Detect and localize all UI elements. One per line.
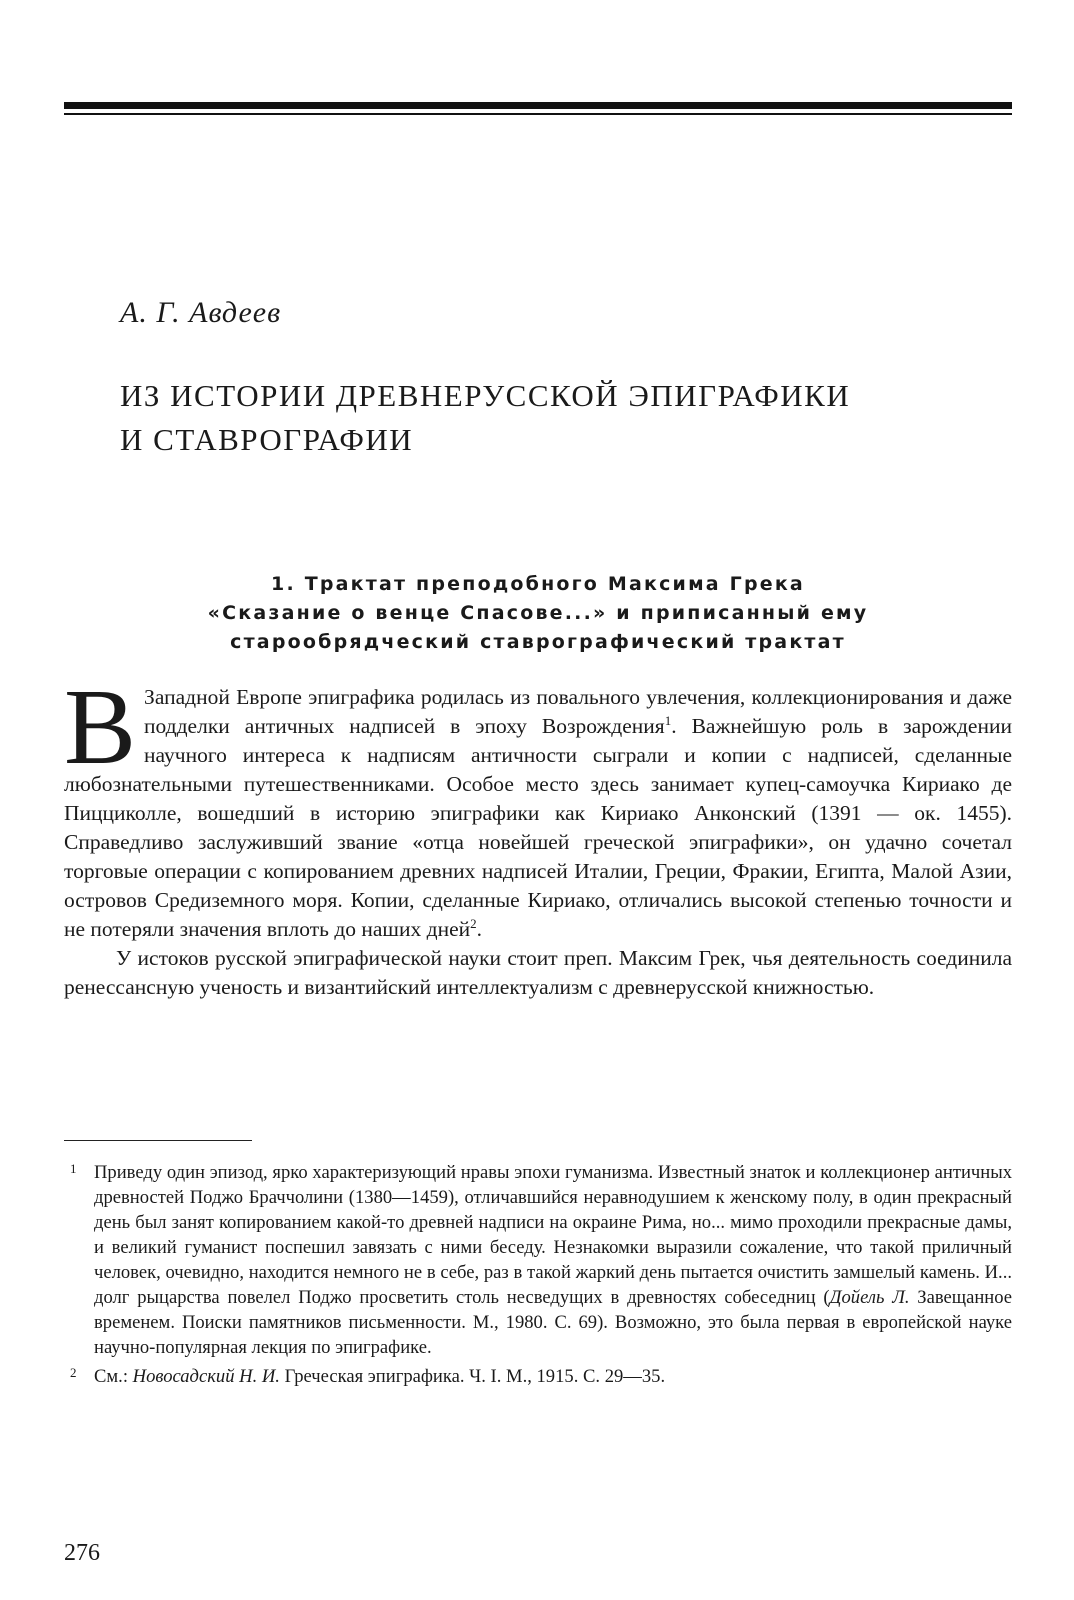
paragraph-1-text-b: . Важнейшую роль в зарождении научного интереса к надписям античности сыграли и копии с надписей, сделанные любознательными путешественниками. Особое место здесь занимает купец-самоучка Кириако де Пицциколле, вошедший в историю эпиграфики как Кириако Анконский (1391 — ок. 1455). Справедливо заслуживший звание «отца новейшей греческой эпиграфики», он удачно сочетал торговые операции с копированием древних надписей Италии, Греции, Фракии, Египта, Малой Азии, островов Средиземного моря. Копии, сделанные Кириако, отличались высокой степенью точности и не потеряли значения вплоть до наших дней [64, 714, 1012, 941]
section-heading-line-1: 1. Трактат преподобного Максима Грека [271, 573, 805, 595]
footnote-divider [64, 1140, 252, 1141]
footnote-2-text-b: Греческая эпиграфика. Ч. I. М., 1915. С. 29—35. [279, 1366, 666, 1387]
body-text [64, 668, 1012, 1002]
page-number: 276 [64, 1540, 100, 1566]
footnote-ref-1: 1 [664, 712, 672, 728]
footnotes [64, 1160, 1012, 1393]
author-name: А. Г. Авдеев [120, 296, 282, 329]
footnote-2 [64, 1364, 1012, 1389]
footnote-1 [64, 1160, 1012, 1360]
paragraph-1-text-c: . [476, 917, 482, 941]
footnote-1-text-b: Завещанное временем. Поиски памятников письменности. М., 1980. С. 69). Возможно, это была первая в европейской науке научно-популярная лекция по эпиграфике. [94, 1287, 1013, 1358]
article-title-line-1: ИЗ ИСТОРИИ ДРЕВНЕРУССКОЙ ЭПИГРАФИКИ [120, 378, 851, 413]
section-heading-line-3: старообрядческий ставрографический трактат [230, 631, 846, 653]
footnote-1-text-a: Приведу один эпизод, ярко характеризующий нравы эпохи гуманизма. Известный знаток и коллекционер античных древностей Поджо Браччолини (1380—1459), отличавшийся неравнодушием к женскому полу, в один прекрасный день был занят копированием какой-то древней надписи на окраине Рима, но... мимо проходили прекрасные дамы, и великий гуманист поспешил завязать с ними беседу. Незнакомки выразили сожаление, что такой приличный человек, очевидно, находится немного не в себе, раз в такой жаркий день пытается очистить замшелый камень. И... долг рыцарства повелел Поджо просветить столь несведущих в древностях собеседниц ( [94, 1162, 1012, 1308]
section-heading [64, 570, 1012, 657]
section-heading-line-2: «Сказание о венце Спасове...» и приписанный ему [207, 602, 869, 624]
article-title-line-2: И СТАВРОГРАФИИ [120, 422, 414, 457]
footnote-2-author: Новосадский Н. И. [132, 1366, 280, 1387]
top-rule-thick [64, 102, 1012, 109]
footnote-2-mark: 2 [70, 1365, 77, 1380]
paragraph-2: У истоков русской эпиграфической науки стоит преп. Максим Грек, чья деятельность соединила ренессансную ученость и византийский интеллектуализм с древнерусской книжностью. [64, 946, 1012, 999]
drop-cap: В [64, 668, 137, 787]
footnote-1-mark: 1 [70, 1161, 77, 1176]
article-title [120, 374, 980, 462]
paragraph-1 [64, 668, 1012, 944]
footnote-ref-2: 2 [470, 915, 477, 931]
footnote-1-author: Дойель Л. [829, 1287, 910, 1308]
paragraph-1-text-a: Западной Европе эпиграфика родилась из повального увлечения, коллекционирования и даже подделки античных надписей в эпоху Возрождения [144, 685, 1012, 738]
footnote-2-text-a: См.: [94, 1366, 133, 1387]
top-rule-thin [64, 113, 1012, 115]
